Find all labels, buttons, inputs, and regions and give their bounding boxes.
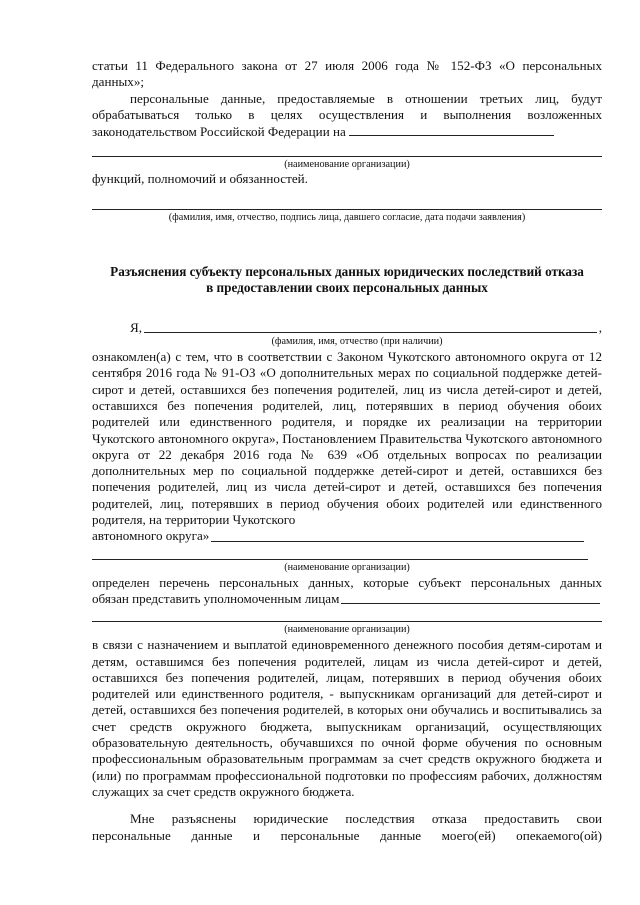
document-page xyxy=(92,58,602,844)
text-line-explained-2: персональные данные и персональные данные моего(ей) опекаемого(ой) xyxy=(92,827,602,843)
ya-label: Я, xyxy=(130,319,143,335)
line-obliged xyxy=(92,591,602,607)
caption-org-2: (наименование организации) xyxy=(284,624,410,636)
caption-signature: (фамилия, имя, отчество, подпись лица, давшего согласие, дата подачи заявления) xyxy=(168,211,526,223)
caption-org-name: (наименование организации) xyxy=(284,159,410,171)
text-okrug: автономного округа» xyxy=(92,528,210,544)
text-line: данных»; xyxy=(92,74,145,90)
paragraph-third-parties xyxy=(92,91,602,141)
text-line-functions: функций, полномочий и обязанностей. xyxy=(92,171,308,187)
text-line-explained-1: Мне разъяснены юридические последствия отказа предоставить свои xyxy=(130,811,602,827)
comma: , xyxy=(598,319,602,335)
blank-line-signature xyxy=(92,190,602,210)
heading-line-2: в предоставлении своих персональных данных xyxy=(206,280,488,296)
text-obliged: обязан представить уполномоченным лицам xyxy=(92,590,340,606)
heading-line-1: Разъяснения субъекту персональных данных юридических последствий отказа xyxy=(110,263,584,279)
text-line: статьи 11 Федерального закона от 27 июля 2006 года № 152-ФЗ «О персональных xyxy=(92,58,602,73)
blank-line-org xyxy=(349,123,554,136)
blank-line-org-1 xyxy=(211,529,584,542)
caption-org-1: (наименование организации) xyxy=(284,561,410,573)
text-line-defined: определен перечень персональных данных, которые субъект персональных данных xyxy=(92,574,602,590)
caption-fio: (фамилия, имя, отчество (при наличии) xyxy=(271,336,443,348)
line-okrug xyxy=(92,528,602,544)
blank-line-org-full xyxy=(92,140,602,157)
section-heading xyxy=(92,264,602,297)
paragraph-acknowledged: ознакомлен(а) с тем, что в соответствии с Законом Чукотского автономного округа от 12 сентября 2016 года № 91-ОЗ «О дополнительных мерах по социальной поддержке детей-сирот и детей, оставшихся без попечения родителей, лиц из числа детей-сирот и детей, оставшихся без попечения родителей, лиц, потерявших в период обучения обоих родителей или единственного родителя, и порядке их реализации на территории Чукотского автономного округа», Постановлением Правительства Чукотского автономного округа от 22 декабря 2016 года № 639 «Об отдельных вопросах по реализации дополнительных мер по социальной поддержке детей-сирот и детей, оставшихся без попечения родителей, лиц из числа детей-сирот и детей, оставшихся без попечения родителей, лиц, потерявших в период обучения обоих родителей или единственного родителя, на территории Чукотского xyxy=(92,349,602,528)
paragraph-connection: в связи с назначением и выплатой единовременного денежного пособия детям-сиротам и детям, оставшимся без попечения родителей, лицам из числа детей-сирот и детей, оставшихся без попечения родителей, лицам, потерявших в период обучения обоих родителей или единственного родителя, - выпускникам организаций для детей-сирот и детей, оставшихся без попечения родителей, в которых они обучались и воспитывались за счет средств окружного бюджета, выпускникам организаций, осуществляющих образовательную деятельность, обучавшихся по очной форме обучения по основным профессиональным образовательным программам за счет средств окружного бюджета и (или) по программам профессиональной подготовки по профессиям рабочих, должностям служащих за счет средств окружного бюджета. xyxy=(92,637,602,799)
blank-line-fio xyxy=(144,320,597,333)
paragraph-text: персональные данные, предоставляемые в отношении третьих лиц, будут обрабатываться только в целях осуществления и выполнения возложенных законодательством Российской Федерации на xyxy=(92,90,602,140)
blank-line-org-1b xyxy=(92,545,588,560)
blank-line-org-2b xyxy=(92,607,602,622)
ya-line xyxy=(92,320,602,336)
blank-line-org-2 xyxy=(341,591,600,604)
